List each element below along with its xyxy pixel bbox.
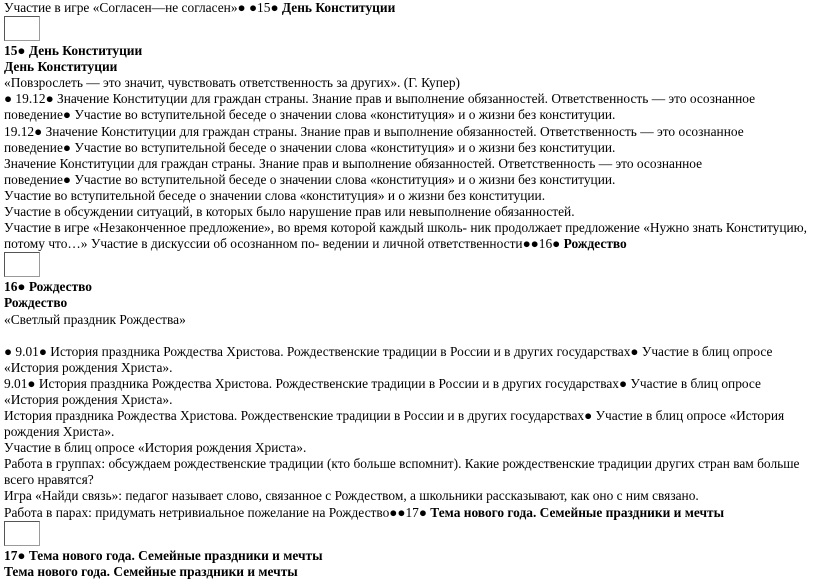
text-line: всего нравятся? [4, 472, 94, 488]
section-heading: Тема нового года. Семейные праздники и мечты [430, 504, 725, 520]
section-title: Тема нового года. Семейные праздники и мечты [4, 563, 298, 579]
text-line: Участие во вступительной беседе о значении слова «конституция» и о жизни без конституции. [4, 187, 546, 203]
text-run: Участие в игре «Согласен—не согласен»● ●15● [4, 0, 282, 15]
text-line: Работа в группах: обсуждаем рождественские традиции (кто больше вспомнит). Какие рождественские традиции других стран вам больше [4, 456, 800, 472]
image-placeholder-box [4, 521, 40, 546]
section-heading: Рождество [563, 236, 627, 252]
text-line: ● 9.01● История праздника Рождества Христова. Рождественские традиции в России и в других государствах● Участие в блиц опросе [4, 343, 773, 359]
text-line: 9.01● История праздника Рождества Христова. Рождественские традиции в России и в других государствах● Участие в блиц опросе [4, 375, 761, 391]
text-run: потому что…» Участие в дискуссии об осознанном по- ведении и личной ответственности●●16● [4, 236, 564, 252]
image-placeholder-box [4, 252, 40, 277]
epigraph: «Светлый праздник Рождества» [4, 311, 186, 327]
text-line: Участие в игре «Незаконченное предложение», во время которой каждый школь- ник продолжает предложение «Нужно знать Конституцию, [4, 220, 808, 236]
text-line: «История рождения Христа». [4, 359, 173, 375]
text-line: ● 19.12● Значение Конституции для граждан страны. Знание прав и выполнение обязанностей. Ответственность — это осознанное [4, 91, 756, 107]
text-line: Участие в обсуждении ситуаций, в которых было нарушение прав или невыполнение обязанностей. [4, 204, 575, 220]
text-line: поведение● Участие во вступительной беседе о значении слова «конституция» и о жизни без конституции. [4, 107, 616, 123]
section-number-heading: 17● Тема нового года. Семейные праздники и мечты [4, 547, 323, 563]
text-line: поведение● Участие во вступительной беседе о значении слова «конституция» и о жизни без конституции. [4, 171, 616, 187]
text-line [4, 0, 812, 16]
text-line: «История рождения Христа». [4, 391, 173, 407]
text-line: Игра «Найди связь»: педагог называет слово, связанное с Рождеством, а школьники рассказывают, как оно с ним связано. [4, 488, 699, 504]
section-number-heading: 16● Рождество [4, 279, 92, 295]
text-line [4, 505, 812, 521]
text-line [4, 236, 812, 252]
epigraph: «Повзрослеть — это значит, чувствовать ответственность за других». (Г. Купер) [4, 75, 461, 91]
blank-line [4, 328, 812, 344]
text-line: поведение● Участие во вступительной беседе о значении слова «конституция» и о жизни без конституции. [4, 139, 616, 155]
section-title: Рождество [4, 295, 68, 311]
section-title: День Конституции [4, 59, 118, 75]
text-line: рождения Христа». [4, 424, 115, 440]
text-line: Значение Конституции для граждан страны. Знание прав и выполнение обязанностей. Ответственность — это осознанное [4, 155, 703, 171]
text-line: История праздника Рождества Христова. Рождественские традиции в России и в других государствах● Участие в блиц опросе «История [4, 407, 785, 423]
text-line: 19.12● Значение Конституции для граждан страны. Знание прав и выполнение обязанностей. Ответственность — это осознанное [4, 123, 744, 139]
section-heading: День Конституции [281, 0, 396, 15]
text-line: Участие в блиц опросе «История рождения Христа». [4, 440, 307, 456]
text-run: Работа в парах: придумать нетривиальное пожелание на Рождество●●17● [4, 504, 431, 520]
section-number-heading: 15● День Конституции [4, 43, 143, 59]
image-placeholder-box [4, 16, 40, 41]
